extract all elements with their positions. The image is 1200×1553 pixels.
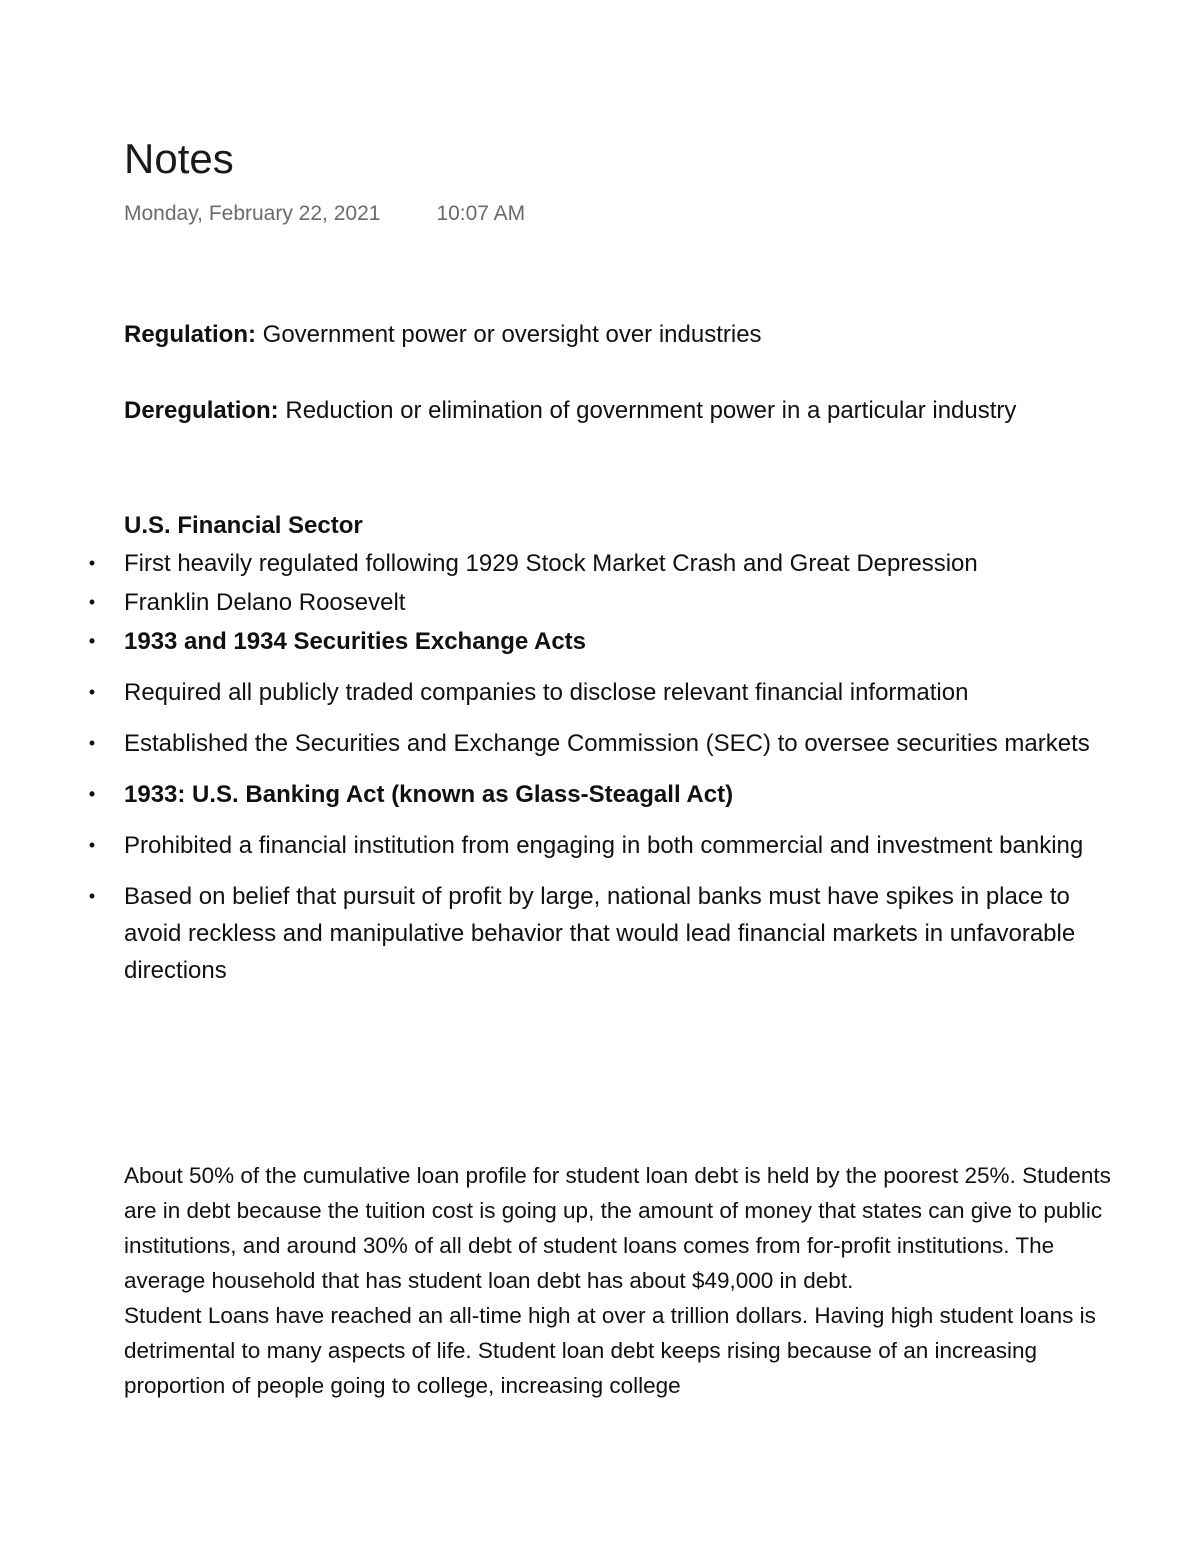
page-date: Monday, February 22, 2021 <box>124 202 381 225</box>
list-item-text: Franklin Delano Roosevelt <box>124 589 406 616</box>
definition-deregulation <box>124 392 1124 429</box>
list-item-text: Prohibited a financial institution from engaging in both commercial and investment banking <box>124 832 1084 859</box>
bullet-icon: • <box>88 835 96 855</box>
bullet-icon: • <box>88 784 96 804</box>
definition-term: Deregulation: <box>124 397 279 424</box>
list-item-text: Required all publicly traded companies to disclose relevant financial information <box>124 679 969 706</box>
list-item-text: Based on belief that pursuit of profit by large, national banks must have spikes in place to avoid reckless and manipulative behavior that would lead financial markets in unfavorable directions <box>124 883 1076 984</box>
definition-regulation <box>124 316 1124 353</box>
section-heading: U.S. Financial Sector <box>124 512 363 539</box>
definition-text: Reduction or elimination of government power in a particular industry <box>278 397 1017 424</box>
notes-paragraphs <box>124 1158 1130 1403</box>
page-time: 10:07 AM <box>436 202 526 225</box>
list-item-text: Established the Securities and Exchange Commission (SEC) to oversee securities markets <box>124 730 1090 757</box>
list-item <box>0 878 1200 989</box>
page-timestamp <box>124 200 525 228</box>
list-item <box>0 545 1200 582</box>
bullet-icon: • <box>88 631 96 651</box>
list-item-text: First heavily regulated following 1929 Stock Market Crash and Great Depression <box>124 550 978 577</box>
page-title: Notes <box>124 135 234 182</box>
list-item-text: 1933: U.S. Banking Act (known as Glass-Steagall Act) <box>124 781 734 808</box>
definition-text: Government power or oversight over industries <box>256 321 762 348</box>
paragraph: Student Loans have reached an all-time high at over a trillion dollars. Having high student loans is detrimental to many aspects of life. Student loan debt keeps rising because of an increasing proportion of people going to college, increasing college <box>124 1303 1096 1398</box>
list-item <box>0 623 1200 660</box>
bullet-icon: • <box>88 553 96 573</box>
bullet-list <box>0 545 1200 989</box>
list-item <box>0 827 1200 864</box>
bullet-icon: • <box>88 682 96 702</box>
bullet-icon: • <box>88 592 96 612</box>
list-item <box>0 584 1200 621</box>
list-item <box>0 674 1200 711</box>
bullet-icon: • <box>88 733 96 753</box>
bullet-icon: • <box>88 886 96 906</box>
list-item-text: 1933 and 1934 Securities Exchange Acts <box>124 628 587 655</box>
list-item <box>0 776 1200 813</box>
list-item <box>0 725 1200 762</box>
definition-term: Regulation: <box>124 321 256 348</box>
paragraph: About 50% of the cumulative loan profile for student loan debt is held by the poorest 25%. Students are in debt because the tuition cost is going up, the amount of money that states can give to public institutions, and around 30% of all debt of student loans comes from for-profit institutions. The average household that has student loan debt has about $49,000 in debt. <box>124 1163 1111 1293</box>
